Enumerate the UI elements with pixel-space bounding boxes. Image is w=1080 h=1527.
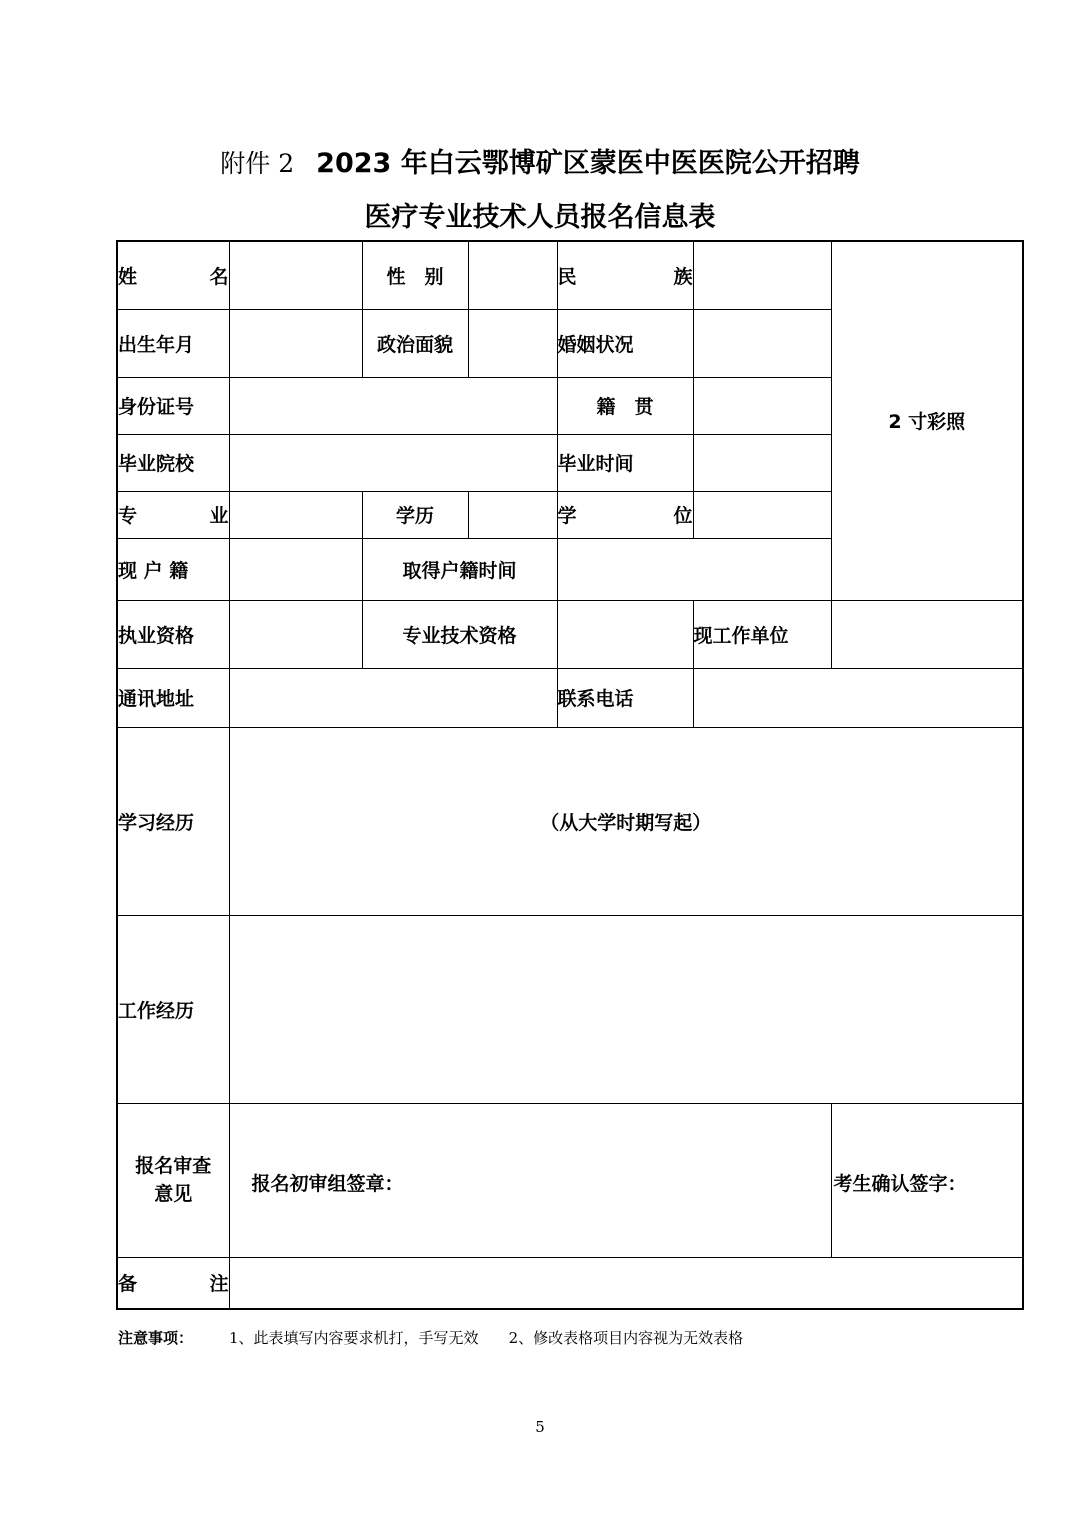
label-ethnicity: 民 族 (557, 241, 693, 309)
field-ethnicity[interactable] (693, 241, 831, 309)
review-label-line1: 报名审查 (135, 1155, 212, 1177)
form-title-line1 (0, 144, 1080, 184)
field-candidate-sign[interactable]: 考生确认签字： (831, 1103, 1023, 1257)
label-review (117, 1103, 229, 1257)
field-name[interactable] (229, 241, 362, 309)
label-native-place: 籍 贯 (557, 377, 693, 434)
review-label-line2: 意见 (154, 1183, 193, 1205)
form-title-line2: 医疗专业技术人员报名信息表 (364, 202, 716, 233)
field-remarks[interactable] (229, 1257, 1023, 1309)
label-household-time: 取得户籍时间 (362, 538, 557, 600)
label-employer: 现工作单位 (693, 600, 831, 668)
label-school: 毕业院校 (117, 434, 229, 491)
notice (118, 1328, 743, 1348)
notice-item-1: 1、此表填写内容要求机打，手写无效 (229, 1329, 479, 1347)
attachment-label: 附件 2 (220, 149, 295, 178)
field-political[interactable] (468, 309, 557, 377)
page-number: 5 (535, 1418, 545, 1436)
field-phone[interactable] (693, 668, 1023, 727)
label-license: 执业资格 (117, 600, 229, 668)
label-gender: 性 别 (362, 241, 468, 309)
field-work[interactable] (229, 915, 1023, 1103)
label-political: 政治面貌 (362, 309, 468, 377)
label-name: 姓 名 (117, 241, 229, 309)
field-birth[interactable] (229, 309, 362, 377)
field-native-place[interactable] (693, 377, 831, 434)
label-marital: 婚姻状况 (557, 309, 693, 377)
label-household: 现 户 籍 (117, 538, 229, 600)
label-tech-qual: 专业技术资格 (362, 600, 557, 668)
label-remarks: 备 注 (117, 1257, 229, 1309)
field-major[interactable] (229, 491, 362, 538)
field-id-number[interactable] (229, 377, 557, 434)
field-marital[interactable] (693, 309, 831, 377)
form-title-main: 2023 年白云鄂博矿区蒙医中医医院公开招聘 (316, 148, 860, 179)
label-work: 工作经历 (117, 915, 229, 1103)
field-gender[interactable] (468, 241, 557, 309)
field-household-time[interactable] (557, 538, 831, 600)
field-employer[interactable] (831, 600, 1023, 668)
field-study[interactable]: （从大学时期写起） (229, 727, 1023, 915)
label-degree: 学 位 (557, 491, 693, 538)
notice-label: 注意事项： (118, 1329, 194, 1347)
label-study: 学习经历 (117, 727, 229, 915)
label-phone: 联系电话 (557, 668, 693, 727)
photo-box: 2 寸彩照 (831, 241, 1023, 600)
field-household[interactable] (229, 538, 362, 600)
field-license[interactable] (229, 600, 362, 668)
field-school[interactable] (229, 434, 557, 491)
label-grad-time: 毕业时间 (557, 434, 693, 491)
field-tech-qual[interactable] (557, 600, 693, 668)
label-education: 学历 (362, 491, 468, 538)
field-review-sign[interactable]: 报名初审组签章： (229, 1103, 831, 1257)
label-id-number: 身份证号 (117, 377, 229, 434)
label-address: 通讯地址 (117, 668, 229, 727)
field-address[interactable] (229, 668, 557, 727)
field-grad-time[interactable] (693, 434, 831, 491)
registration-form-table (116, 240, 1024, 1310)
field-education[interactable] (468, 491, 557, 538)
field-degree[interactable] (693, 491, 831, 538)
label-birth: 出生年月 (117, 309, 229, 377)
notice-item-2: 2、修改表格项目内容视为无效表格 (508, 1329, 744, 1347)
label-major: 专 业 (117, 491, 229, 538)
